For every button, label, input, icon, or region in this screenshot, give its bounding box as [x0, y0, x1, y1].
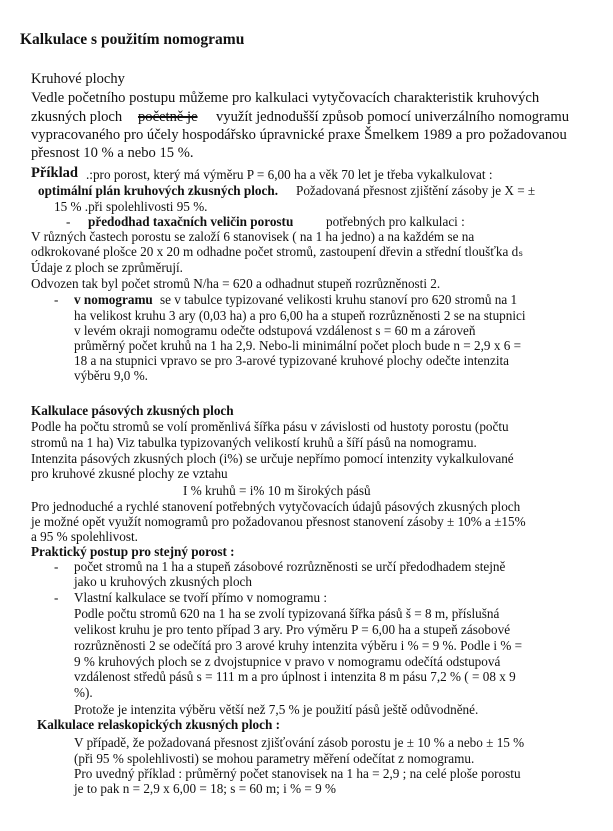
section-heading-relaskop: Kalkulace relaskopických zkusných ploch : — [37, 717, 281, 732]
bold-phrase: předodhad taxačních veličin porostu — [88, 214, 294, 229]
paragraph-line: 15 % .při spolehlivosti 95 %. — [54, 199, 208, 214]
paragraph-line: Pro uvedný příklad : průměrný počet stanovisek na 1 ha = 2,9 ; na celé ploše porostu — [74, 766, 521, 781]
paragraph-line: v levém okraji nomogramu odečte odstupová vzdálenost s = 60 m a zároveň — [74, 323, 476, 338]
paragraph-line: ha velikost kruhu 3 ary (0,03 ha) a pro 6,00 ha a stupeň rozrůzněnosti 2 se na stupnici — [74, 308, 526, 323]
bold-phrase: optimální plán kruhových zkusných ploch. — [38, 183, 279, 198]
paragraph-line: 9 % kruhových ploch se z dvojstupnice v pravo v nomogramu odečítá odstupová — [74, 654, 501, 669]
bullet-dash: - — [54, 292, 59, 307]
paragraph-line: zkusných ploch — [31, 109, 123, 125]
page-title: Kalkulace s použitím nomogramu — [20, 31, 245, 48]
paragraph-line: odkrokované plošce 20 x 20 m odhadne počet stromů, zastoupení dřevin a střední tloušťka dₛ — [31, 244, 524, 259]
paragraph-line: průměrný počet kruhů na 1 ha 2,9. Nebo-li minimální počet ploch bude n = 2,9 x 6 = — [74, 338, 522, 353]
paragraph-line: přesnost 10 % a nebo 15 %. — [31, 145, 194, 161]
paragraph-line: rozrůzněnosti 2 se odečítá pro 3 arové kruhy intenzita výběru i % = 9 %. Podle i % = — [74, 638, 523, 653]
paragraph-line: V různých častech porostu se založí 6 stanovisek ( na 1 ha jedno) a na každém se na — [31, 229, 475, 244]
paragraph-line: výběru 9,0 %. — [74, 368, 148, 383]
section-heading-pasove: Kalkulace pásových zkusných ploch — [31, 403, 234, 418]
paragraph-line: V případě, že požadovaná přesnost zjišťování zásob porostu je ± 10 % a nebo ± 15 % — [74, 735, 525, 750]
bullet-dash: - — [54, 590, 59, 605]
paragraph-line: Podle počtu stromů 620 na 1 ha se zvolí typizovaná šířka pásů š = 8 m, příslušná — [74, 606, 500, 621]
paragraph-line: je možné opět využít nomogramů pro požadovanou přesnost stanovení zásoby ± 10% a ±15% — [31, 514, 526, 529]
paragraph-line: (při 95 % spolehlivosti) se mohou parametry měření odečítat z nomogramu. — [74, 751, 475, 766]
paragraph-line: vypracovaného pro účely hospodářsko úpravnické praxe Šmelkem 1989 a pro požadovanou — [31, 127, 567, 143]
paragraph-line: Protože je intenzita výběru větší než 7,5 % je použití pásů ještě odůvodněné. — [74, 702, 479, 717]
paragraph-line: Pro jednoduché a rychlé stanovení potřebných vytyčovacích údajů pásových zkusných ploch — [31, 499, 521, 514]
example-label: Příklad — [31, 165, 79, 181]
paragraph-line: pro kruhové zkusné plochy ze vztahu — [31, 466, 228, 481]
paragraph-line: Intenzita pásových zkusných ploch (i%) se určuje nepřímo pomocí intenzity vykalkulované — [31, 451, 514, 466]
paragraph-line: jako u kruhových zkusných ploch — [74, 574, 252, 589]
section-heading-prakticky: Praktický postup pro stejný porost : — [31, 544, 235, 559]
bullet-dash: - — [66, 214, 71, 229]
paragraph-line: velikost kruhu je pro tento případ 3 ary. Pro výměru P = 6,00 ha a stupeň zásobové — [74, 622, 511, 637]
paragraph-line: vzdálenost středů pásů s = 111 m a pro úplnost i intenzita 8 m pásu 7,2 % ( = 08 x 9 — [74, 669, 516, 684]
paragraph-line: Odvozen tak byl počet stromů N/ha = 620 a odhadnut stupeň rozrůzněnosti 2. — [31, 276, 441, 291]
paragraph-line: %). — [74, 685, 93, 700]
section-heading-kruhove: Kruhové plochy — [31, 71, 125, 87]
paragraph-line: využít jednodušší způsob pomocí univerzálního nomogramu — [216, 109, 570, 125]
struck-text: početně je — [138, 109, 198, 125]
paragraph-line: stromů na 1 ha) Viz tabulka typizovaných velikostí kruhů a šíří pásů na nomogramu. — [31, 435, 477, 450]
paragraph-line: .:pro porost, který má výměru P = 6,00 ha a věk 70 let je třeba vykalkulovat : — [86, 167, 493, 182]
paragraph-line: Vedle početního postupu můžeme pro kalkulaci vytyčovacích charakteristik kruhových — [31, 90, 540, 106]
paragraph-line: potřebných pro kalkulaci : — [326, 214, 465, 229]
paragraph-line: počet stromů na 1 ha a stupeň zásobové rozrůzněnosti se určí předodhadem stejně — [74, 559, 506, 574]
paragraph-line: Vlastní kalkulace se tvoří přímo v nomogramu : — [74, 590, 328, 605]
paragraph-line: Požadovaná přesnost zjištění zásoby je X = ± — [296, 183, 536, 198]
paragraph-line: 18 a na stupnici vpravo se pro 3-arové typizované kruhové plochy odečte intenzita — [74, 353, 510, 368]
paragraph-line: Podle ha počtu stromů se volí proměnlivá šířka pásu v závislosti od hustoty porostu (počtu — [31, 419, 509, 434]
paragraph-line: Údaje z ploch se zprůměrují. — [31, 260, 183, 275]
paragraph-line: se v tabulce typizované velikosti kruhu stanoví pro 620 stromů na 1 — [160, 292, 518, 307]
paragraph-line: je to pak n = 2,9 x 6,00 = 18; s = 60 m; i % = 9 % — [74, 781, 336, 796]
paragraph-line: a 95 % spolehlivost. — [31, 529, 138, 544]
bullet-dash: - — [54, 559, 59, 574]
formula-line: I % kruhů = i% 10 m širokých pásů — [183, 483, 371, 498]
bold-phrase: v nomogramu — [74, 292, 153, 307]
